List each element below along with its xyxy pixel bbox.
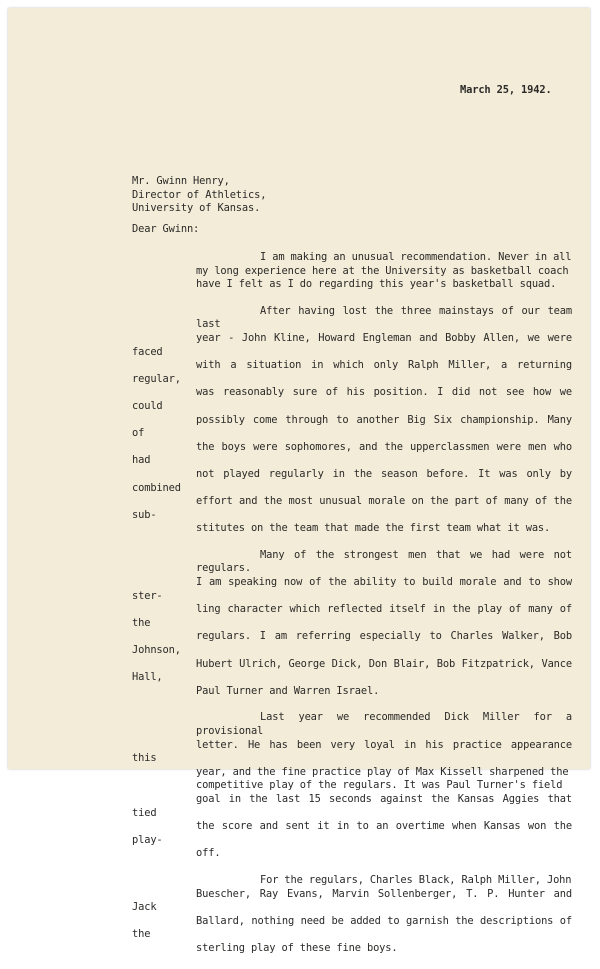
- text-line: effort and the most unusual morale on the part of many of the sub-: [132, 495, 572, 521]
- text-line: not played regularly in the season before. It was only by combined: [132, 467, 572, 494]
- text-line: stitutes on the team that made the first team what it was.: [196, 522, 551, 535]
- recipient-institution: University of Kansas.: [132, 202, 261, 215]
- text-line: For the regulars, Charles Black, Ralph Miller, John: [260, 873, 572, 886]
- text-line: off.: [196, 847, 221, 860]
- letter-body: [132, 251, 572, 969]
- paragraph-2: [132, 305, 572, 536]
- text-line: competitive play of the regulars. It was Paul Turner's field: [196, 779, 563, 792]
- text-line: ling character which reflected itself in the play of many of the: [132, 603, 572, 629]
- text-line: with a situation in which only Ralph Miller, a returning regular,: [132, 359, 572, 385]
- text-line: Last year we recommended Dick Miller for a provisional: [196, 711, 572, 737]
- text-line: Many of the strongest men that we had were not regulars.: [196, 548, 572, 575]
- recipient-name: Mr. Gwinn Henry,: [132, 175, 230, 187]
- paragraph-1: [132, 251, 572, 292]
- text-line: year - John Kline, Howard Engleman and Bobby Allen, we were faced: [132, 331, 572, 358]
- text-line: have I felt as I do regarding this year's basketball squad.: [196, 278, 557, 291]
- paragraph-3: [132, 549, 572, 699]
- text-line: the score and sent it in to an overtime when Kansas won the play-: [132, 820, 572, 846]
- text-line: I am making an unusual recommendation. Never in all: [260, 251, 572, 263]
- letter-date: March 25, 1942.: [460, 84, 552, 96]
- letter-page: [8, 8, 590, 954]
- text-line: year, and the fine practice play of Max Kissell sharpened the: [196, 765, 569, 778]
- text-line: possibly come through to another Big Six championship. Many of: [132, 413, 572, 440]
- text-line: was reasonably sure of his position. I did not see how we could: [132, 386, 572, 412]
- salutation: Dear Gwinn:: [132, 223, 200, 235]
- paragraph-5: [132, 874, 572, 956]
- text-line: Ballard, nothing need be added to garnish the descriptions of the: [132, 914, 572, 941]
- recipient-title: Director of Athletics,: [132, 188, 267, 201]
- text-line: Buescher, Ray Evans, Marvin Sollenberger, T. P. Hunter and Jack: [132, 887, 572, 914]
- text-line: After having lost the three mainstays of our team last: [196, 304, 572, 331]
- text-line: regulars. I am referring especially to Charles Walker, Bob Johnson,: [132, 630, 572, 657]
- text-line: Hubert Ulrich, George Dick, Don Blair, Bob Fitzpatrick, Vance Hall,: [132, 657, 572, 684]
- text-line: sterling play of these fine boys.: [196, 941, 398, 954]
- text-line: I am speaking now of the ability to build morale and to show ster-: [132, 576, 572, 602]
- text-line: letter. He has been very loyal in his practice appearance this: [132, 738, 572, 765]
- text-line: the boys were sophomores, and the upperclassmen were men who had: [132, 440, 572, 467]
- inside-address: [132, 175, 266, 216]
- paragraph-4: [132, 711, 572, 861]
- text-line: Paul Turner and Warren Israel.: [196, 684, 380, 697]
- text-line: goal in the last 15 seconds against the Kansas Aggies that tied: [132, 792, 572, 819]
- text-line: my long experience here at the University as basketball coach: [196, 264, 569, 277]
